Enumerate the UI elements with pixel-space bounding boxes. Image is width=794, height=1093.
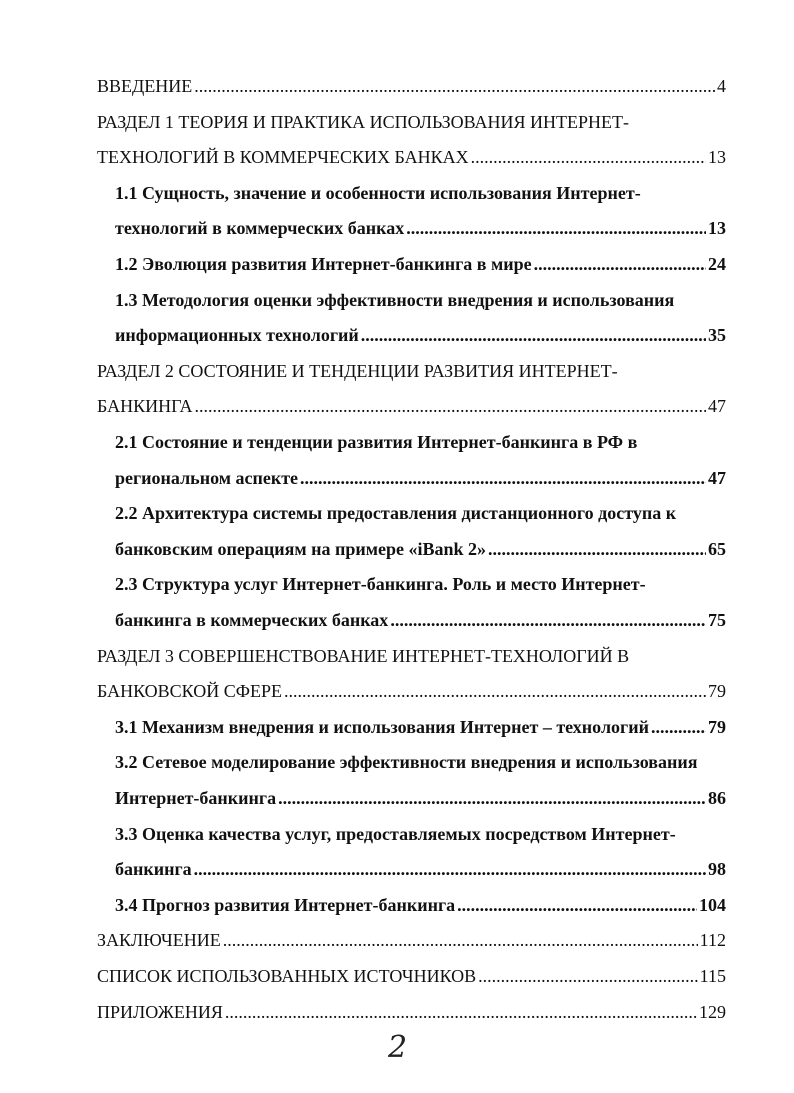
toc-entry-title: 3.3 Оценка качества услуг, предоставляемых посредством Интернет-: [115, 823, 676, 844]
toc-entry-title: СПИСОК ИСПОЛЬЗОВАННЫХ ИСТОЧНИКОВ: [97, 966, 477, 986]
toc-page-number: 47: [708, 467, 726, 488]
dot-leader: [225, 994, 697, 1030]
toc-page-number: 79: [708, 681, 726, 702]
dot-leader: [195, 388, 706, 424]
toc-entry-title: РАЗДЕЛ 2 СОСТОЯНИЕ И ТЕНДЕНЦИИ РАЗВИТИЯ ИНТЕРНЕТ-: [97, 360, 618, 381]
dot-leader: [471, 139, 706, 175]
dot-leader: [478, 958, 698, 994]
toc-entry-line: [97, 673, 726, 709]
dot-leader: [278, 780, 706, 816]
toc-page-number: 4: [717, 76, 726, 96]
toc-page-number: 13: [708, 218, 726, 239]
toc-entry-title: ТЕХНОЛОГИЙ В КОММЕРЧЕСКИХ БАНКАХ: [97, 147, 469, 168]
toc-page-number: 112: [699, 930, 726, 951]
toc-entry-line: [115, 531, 726, 567]
toc-entry-title: БАНКИНГА: [97, 396, 193, 417]
toc-entry-line: [115, 210, 726, 246]
dot-leader: [223, 922, 698, 958]
toc-entry-title: 1.3 Методология оценки эффективности внедрения и использования: [115, 289, 675, 310]
toc-entry-title: ЗАКЛЮЧЕНИЕ: [97, 930, 221, 951]
toc-entry-title: 1.1 Сущность, значение и особенности использования Интернет-: [115, 182, 641, 203]
toc-entry-title: ВВЕДЕНИЕ: [97, 76, 193, 96]
toc-entry-title: 2.3 Структура услуг Интернет-банкинга. Роль и место Интернет-: [115, 574, 646, 595]
dot-leader: [194, 851, 706, 887]
toc-entry-title: Интернет-банкинга: [115, 788, 277, 808]
toc-entry-line: [97, 994, 726, 1030]
toc-entry-line: [115, 460, 726, 496]
dot-leader: [406, 210, 706, 246]
toc-entry-title: банкинга в коммерческих банках: [115, 610, 389, 630]
toc-entry-title: 3.2 Сетевое моделирование эффективности внедрения и использования: [115, 752, 698, 773]
toc-entry-title: РАЗДЕЛ 1 ТЕОРИЯ И ПРАКТИКА ИСПОЛЬЗОВАНИЯ ИНТЕРНЕТ-: [97, 111, 629, 132]
toc-entry-title: технологий в коммерческих банках: [115, 218, 405, 239]
toc-page-number: 104: [699, 894, 726, 915]
dot-leader: [457, 887, 697, 923]
toc-entry-line: [115, 709, 726, 745]
toc-entry-title: 3.1 Механизм внедрения и использования Интернет – технологий: [115, 716, 649, 737]
toc-page-number: 79: [708, 716, 726, 737]
toc-entry-line: [97, 68, 726, 104]
toc-entry-line: [115, 602, 726, 638]
toc-entry-line: [115, 246, 726, 282]
dot-leader: [284, 673, 706, 709]
toc-page-number: 13: [708, 147, 726, 168]
toc-entry-line: [97, 139, 726, 175]
dot-leader: [534, 246, 706, 282]
toc-page-number: 75: [708, 610, 726, 630]
toc-entry-line: [115, 780, 726, 816]
dot-leader: [651, 709, 706, 745]
toc-page-number: 98: [708, 859, 726, 880]
toc-entry-title: 3.4 Прогноз развития Интернет-банкинга: [115, 894, 456, 915]
toc-entry-title: БАНКОВСКОЙ СФЕРЕ: [97, 681, 282, 702]
toc-page-number: 86: [708, 788, 726, 808]
dot-leader: [194, 68, 715, 104]
toc-entry-line: [115, 851, 726, 887]
toc-entry-title: банковским операциям на примере «iBank 2»: [115, 538, 487, 559]
toc-entry-title: 1.2 Эволюция развития Интернет-банкинга в мире: [115, 254, 532, 274]
dot-leader: [300, 460, 706, 496]
toc-page-number: 115: [699, 966, 726, 986]
page-number: 2: [388, 1030, 408, 1065]
toc-entry-line: [97, 958, 726, 994]
dot-leader: [361, 317, 706, 353]
toc-entry-title: банкинга: [115, 859, 192, 880]
toc-page-number: 35: [708, 325, 726, 346]
toc-entry-title: региональном аспекте: [115, 467, 299, 488]
toc-page-number: 47: [708, 396, 726, 417]
dot-leader: [488, 531, 706, 567]
toc-entry-title: ПРИЛОЖЕНИЯ: [97, 1001, 223, 1022]
toc-entry-title: РАЗДЕЛ 3 СОВЕРШЕНСТВОВАНИЕ ИНТЕРНЕТ-ТЕХНОЛОГИЙ В: [97, 645, 630, 666]
toc-entry-title: информационных технологий: [115, 325, 359, 346]
toc-entry-line: [115, 887, 726, 923]
toc-entry-line: [115, 317, 726, 353]
toc-entry-line: [97, 388, 726, 424]
toc-page-number: 129: [699, 1001, 726, 1022]
dot-leader: [390, 602, 706, 638]
toc-entry-title: 2.1 Состояние и тенденции развития Интернет-банкинга в РФ в: [115, 432, 638, 452]
toc-page-number: 65: [708, 538, 726, 559]
toc-entry-title: 2.2 Архитектура системы предоставления дистанционного доступа к: [115, 503, 677, 524]
toc-entry-line: [97, 922, 726, 958]
toc-page-number: 24: [708, 254, 726, 274]
